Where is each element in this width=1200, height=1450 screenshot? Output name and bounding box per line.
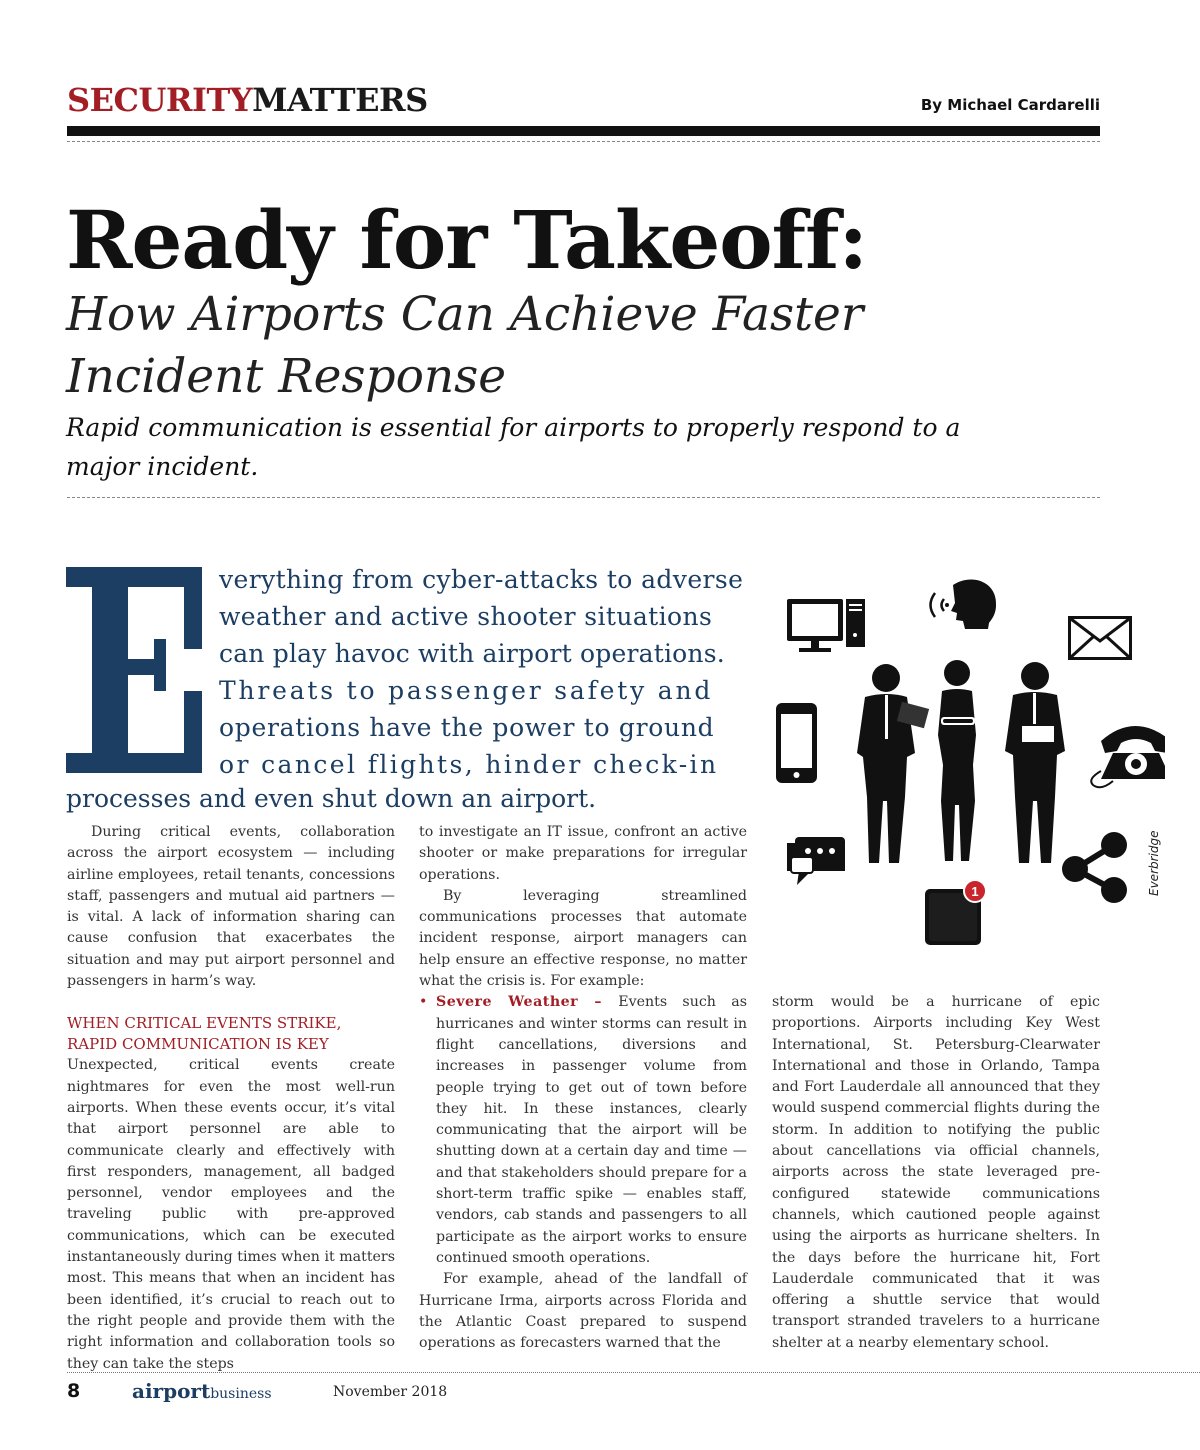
chat-bubble-icon	[787, 837, 845, 885]
envelope-icon	[1068, 616, 1132, 660]
photo-credit-text: Everbridge	[1147, 830, 1161, 896]
magazine-logo	[132, 1379, 272, 1403]
body-paragraph: By leveraging streamlined communications processes that automate incident response, airport managers can help ensure an effective response, no matter what the crisis is. For example:	[419, 887, 747, 990]
column-3	[772, 992, 1100, 1354]
businesswoman-silhouette	[938, 660, 976, 861]
communications-illustration	[775, 565, 1165, 955]
lead-line: or cancel flights, hinder check-in	[219, 750, 719, 779]
desktop-computer-icon	[787, 599, 865, 652]
footer-rule	[67, 1372, 1200, 1373]
subhead-line: Incident Response	[66, 349, 507, 404]
lead-line: processes and even shut down an airport.	[66, 784, 597, 813]
logo-main: airport	[132, 1379, 211, 1403]
section-subhead-line: WHEN CRITICAL EVENTS STRIKE,	[67, 1014, 342, 1033]
deck-line: Rapid communication is essential for airports to properly respond to a	[66, 413, 961, 442]
section-title	[67, 80, 428, 120]
deck-dashed-rule	[67, 497, 1100, 498]
column-1	[67, 822, 395, 1375]
deck	[66, 408, 1066, 486]
logo-sub: business	[210, 1386, 272, 1402]
section-subhead-line: RAPID COMMUNICATION IS KEY	[67, 1035, 329, 1054]
telephone-icon	[1091, 726, 1165, 787]
share-icon	[1062, 832, 1127, 903]
businessman-tablet-silhouette	[1005, 662, 1065, 863]
section-title-black: MATTERS	[252, 81, 428, 119]
bullet-label: Severe Weather	[436, 994, 579, 1011]
body-paragraph: For example, ahead of the landfall of Hurricane Irma, airports across Florida and the Atlantic Coast prepared to suspend operations as forecasters warned that the	[419, 1271, 747, 1352]
body-paragraph: During critical events, collaboration across the airport ecosystem — including airline employees, retail tenants, concessions staff, passengers and mutual aid partners — is vital. A lack of information sharing can cause confusion that exacerbates the situation and may put airport personnel and passengers in harm’s way.	[67, 824, 395, 990]
bullet-dot: •	[419, 994, 428, 1011]
bullet-text: Events such as hurricanes and winter storms can result in flight cancellations, diversions and increases in passenger volume from people trying to get out of town before they hit. In these instances, clearly communicating that the airport will be shutting down at a certain day and time — and that stakeholders should prepare for a short-term traffic spike — enables staff, vendors, cab stands and passengers to all participate as the airport works to ensure continued smooth operations.	[436, 994, 747, 1266]
deck-line: major incident.	[66, 452, 259, 481]
businessman-silhouette	[857, 664, 929, 863]
section-subhead	[67, 1013, 395, 1055]
headline: Ready for Takeoff:	[66, 193, 868, 287]
section-title-red: SECURITY	[67, 81, 253, 119]
bullet-item	[419, 992, 747, 1269]
subhead	[66, 284, 966, 408]
lead-line: can play havoc with airport operations.	[219, 639, 725, 668]
subhead-line: How Airports Can Achieve Faster	[66, 287, 864, 342]
lead-line: weather and active shooter situations	[219, 602, 713, 631]
speaking-head-icon	[931, 579, 997, 629]
lead-line: operations have the power to ground	[219, 713, 715, 742]
header-rule	[67, 126, 1100, 136]
column-2	[419, 822, 747, 1354]
mobile-phone-icon	[776, 703, 817, 783]
page-number: 8	[67, 1380, 81, 1402]
body-paragraph: to investigate an IT issue, confront an active shooter or make preparations for irregular operations.	[419, 824, 747, 883]
notification-count: 1	[971, 884, 979, 899]
body-paragraph: storm would be a hurricane of epic proportions. Airports including Key West International, St. Petersburg-Clearwater International and those in Orlando, Tampa and Fort Lauderdale all announced that they would suspend commercial flights during the storm. In addition to notifying the public about cancellations via official channels, airports across the state leveraged pre-configured statewide communications channels, which cautioned people against using the airports as hurricane shelters. In the days before the hurricane hit, Fort Lauderdale communicated that it was offering a shuttle service that would transport stranded travelers to a hurricane shelter at a nearby elementary school.	[772, 994, 1100, 1351]
issue-date: November 2018	[333, 1384, 448, 1400]
lead-line: verything from cyber-attacks to adverse	[219, 565, 744, 594]
dropcap-letter	[66, 567, 202, 773]
photo-credit	[1147, 830, 1163, 900]
app-notification-icon	[925, 880, 986, 945]
bullet-dash: –	[578, 994, 619, 1011]
header-dashed-rule	[67, 141, 1100, 142]
byline: By Michael Cardarelli	[920, 96, 1100, 114]
lead-line: Threats to passenger safety and	[219, 676, 714, 705]
body-paragraph: Unexpected, critical events create nightmares for even the most well-run airports. When these events occur, it’s vital that airport personnel are able to communicate clearly and effectively with first responders, management, all badged personnel, vendor employees and the traveling public with pre-approved communications, which can be executed instantaneously during times when it matters most. This means that when an incident has been identified, it’s crucial to reach out to the right people and provide them with the right information and collaboration tools so they can take the steps	[67, 1057, 395, 1372]
